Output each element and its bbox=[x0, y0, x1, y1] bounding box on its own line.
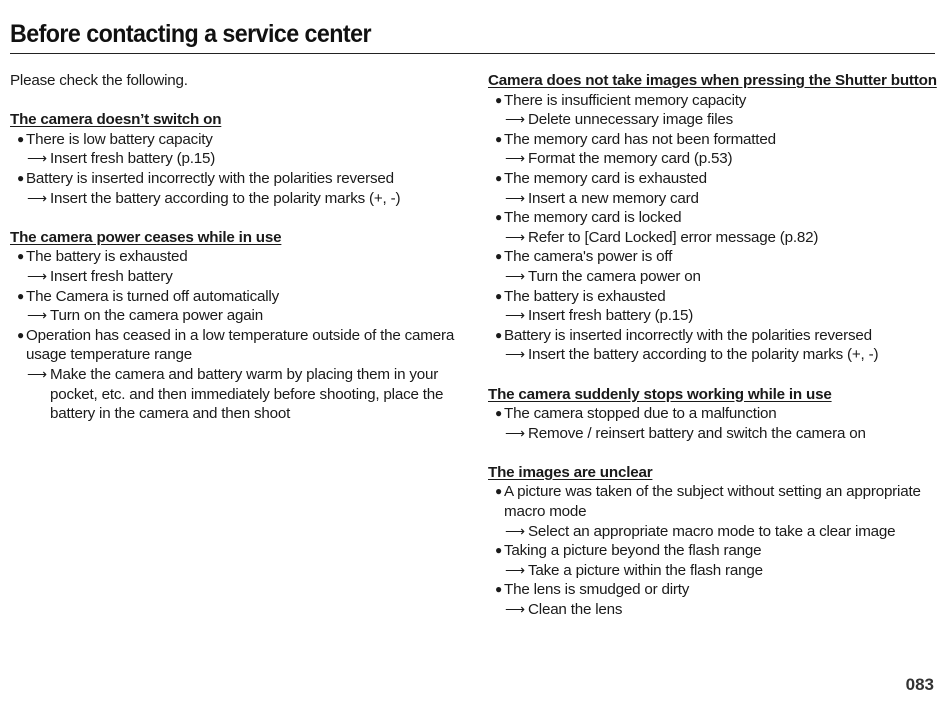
cause-text: Taking a picture beyond the flash range bbox=[504, 542, 762, 560]
remedy-item bbox=[10, 267, 460, 287]
bullet-icon: ● bbox=[495, 210, 503, 225]
arrow-right-icon: ⟶ bbox=[505, 267, 525, 284]
remedy-text: Insert fresh battery (p.15) bbox=[528, 307, 694, 325]
remedy-item bbox=[488, 561, 940, 581]
page-number: 083 bbox=[905, 675, 934, 694]
troubleshooting-section bbox=[488, 385, 940, 444]
arrow-right-icon: ⟶ bbox=[505, 346, 525, 363]
bullet-icon: ● bbox=[17, 249, 25, 264]
arrow-right-icon: ⟶ bbox=[505, 111, 525, 128]
remedy-item bbox=[10, 306, 460, 326]
arrow-right-icon: ⟶ bbox=[505, 424, 525, 441]
remedy-text: Insert fresh battery (p.15) bbox=[50, 150, 216, 168]
troubleshooting-section bbox=[488, 463, 940, 620]
cause-item bbox=[10, 287, 460, 307]
arrow-right-icon: ⟶ bbox=[505, 601, 525, 618]
bullet-icon: ● bbox=[495, 582, 503, 597]
bullet-icon: ● bbox=[495, 170, 503, 185]
troubleshooting-section bbox=[10, 228, 460, 424]
arrow-right-icon: ⟶ bbox=[505, 228, 525, 245]
section-heading: The camera suddenly stops working while in use bbox=[488, 385, 832, 403]
bullet-icon: ● bbox=[495, 249, 503, 264]
cause-item bbox=[488, 482, 940, 521]
remedy-item bbox=[10, 149, 460, 169]
cause-item bbox=[488, 91, 940, 111]
cause-item bbox=[10, 130, 460, 150]
section-heading: The images are unclear bbox=[488, 463, 653, 481]
remedy-text: Make the camera and battery warm by placing them in your pocket, etc. and then immediately before shooting, place the battery in the camera and then shoot bbox=[50, 365, 444, 423]
bullet-icon: ● bbox=[17, 327, 25, 342]
title-divider bbox=[10, 53, 935, 54]
arrow-right-icon: ⟶ bbox=[505, 522, 525, 539]
cause-item bbox=[488, 580, 940, 600]
cause-item bbox=[488, 169, 940, 189]
remedy-text: Clean the lens bbox=[528, 601, 623, 619]
page-title: Before contacting a service center bbox=[10, 20, 371, 48]
section-heading: The camera power ceases while in use bbox=[10, 228, 282, 246]
cause-text: There is low battery capacity bbox=[26, 130, 213, 148]
cause-item bbox=[488, 130, 940, 150]
cause-text: Battery is inserted incorrectly with the polarities reversed bbox=[504, 326, 872, 344]
bullet-icon: ● bbox=[495, 288, 503, 303]
remedy-text: Delete unnecessary image files bbox=[528, 111, 734, 129]
bullet-icon: ● bbox=[495, 131, 503, 146]
cause-item bbox=[488, 208, 940, 228]
remedy-text: Select an appropriate macro mode to take a clear image bbox=[528, 522, 896, 540]
cause-item bbox=[10, 169, 460, 189]
bullet-icon: ● bbox=[495, 484, 503, 499]
arrow-right-icon: ⟶ bbox=[27, 189, 47, 206]
arrow-right-icon: ⟶ bbox=[27, 307, 47, 324]
bullet-icon: ● bbox=[495, 406, 503, 421]
left-column bbox=[10, 71, 460, 443]
cause-item bbox=[488, 247, 940, 267]
arrow-right-icon: ⟶ bbox=[505, 150, 525, 167]
remedy-text: Remove / reinsert battery and switch the camera on bbox=[528, 424, 866, 442]
remedy-item bbox=[488, 228, 940, 248]
remedy-item bbox=[488, 306, 940, 326]
section-heading: Camera does not take images when pressing the Shutter button bbox=[488, 72, 937, 89]
bullet-icon: ● bbox=[17, 288, 25, 303]
remedy-item bbox=[488, 424, 940, 444]
right-column bbox=[488, 71, 940, 639]
section-heading: The camera doesn’t switch on bbox=[10, 111, 222, 129]
remedy-text: Insert the battery according to the polarity marks (+, -) bbox=[528, 346, 879, 364]
remedy-item bbox=[488, 267, 940, 287]
remedy-item bbox=[10, 365, 460, 424]
intro-text: Please check the following. bbox=[10, 72, 188, 89]
remedy-item bbox=[488, 345, 940, 365]
troubleshooting-section bbox=[10, 110, 460, 208]
arrow-right-icon: ⟶ bbox=[27, 150, 47, 167]
cause-item bbox=[10, 326, 460, 365]
bullet-icon: ● bbox=[495, 327, 503, 342]
remedy-text: Insert the battery according to the polarity marks (+, -) bbox=[50, 189, 401, 207]
cause-text: The camera's power is off bbox=[504, 248, 673, 266]
bullet-icon: ● bbox=[495, 92, 503, 107]
left-sections bbox=[10, 110, 460, 424]
cause-text: The memory card is locked bbox=[504, 209, 682, 227]
remedy-item bbox=[488, 110, 940, 130]
remedy-text: Format the memory card (p.53) bbox=[528, 150, 733, 168]
cause-item bbox=[488, 541, 940, 561]
troubleshooting-section bbox=[488, 71, 940, 365]
remedy-item bbox=[488, 522, 940, 542]
cause-text: The camera stopped due to a malfunction bbox=[504, 405, 777, 423]
remedy-item bbox=[488, 600, 940, 620]
cause-item bbox=[488, 404, 940, 424]
remedy-item bbox=[488, 149, 940, 169]
cause-item bbox=[10, 247, 460, 267]
right-sections bbox=[488, 71, 940, 620]
cause-text: There is insufficient memory capacity bbox=[504, 91, 747, 109]
cause-item bbox=[488, 326, 940, 346]
bullet-icon: ● bbox=[17, 131, 25, 146]
bullet-icon: ● bbox=[495, 543, 503, 558]
remedy-item bbox=[488, 189, 940, 209]
remedy-text: Take a picture within the flash range bbox=[528, 561, 763, 579]
remedy-text: Turn on the camera power again bbox=[50, 307, 263, 325]
cause-text: The battery is exhausted bbox=[26, 248, 188, 266]
cause-text: The lens is smudged or dirty bbox=[504, 581, 690, 599]
arrow-right-icon: ⟶ bbox=[27, 365, 47, 382]
cause-text: The memory card has not been formatted bbox=[504, 130, 776, 148]
cause-text: The battery is exhausted bbox=[504, 287, 666, 305]
cause-text: The Camera is turned off automatically bbox=[26, 287, 279, 305]
remedy-text: Insert a new memory card bbox=[528, 189, 699, 207]
remedy-text: Turn the camera power on bbox=[528, 267, 701, 285]
remedy-item bbox=[10, 189, 460, 209]
arrow-right-icon: ⟶ bbox=[505, 189, 525, 206]
remedy-text: Insert fresh battery bbox=[50, 267, 173, 285]
arrow-right-icon: ⟶ bbox=[505, 307, 525, 324]
cause-text: Operation has ceased in a low temperature outside of the camera usage temperature range bbox=[26, 326, 455, 364]
remedy-text: Refer to [Card Locked] error message (p.82) bbox=[528, 228, 819, 246]
arrow-right-icon: ⟶ bbox=[505, 561, 525, 578]
cause-text: A picture was taken of the subject without setting an appropriate macro mode bbox=[504, 483, 921, 521]
arrow-right-icon: ⟶ bbox=[27, 267, 47, 284]
cause-text: The memory card is exhausted bbox=[504, 169, 707, 187]
bullet-icon: ● bbox=[17, 170, 25, 185]
cause-text: Battery is inserted incorrectly with the polarities reversed bbox=[26, 169, 394, 187]
cause-item bbox=[488, 287, 940, 307]
